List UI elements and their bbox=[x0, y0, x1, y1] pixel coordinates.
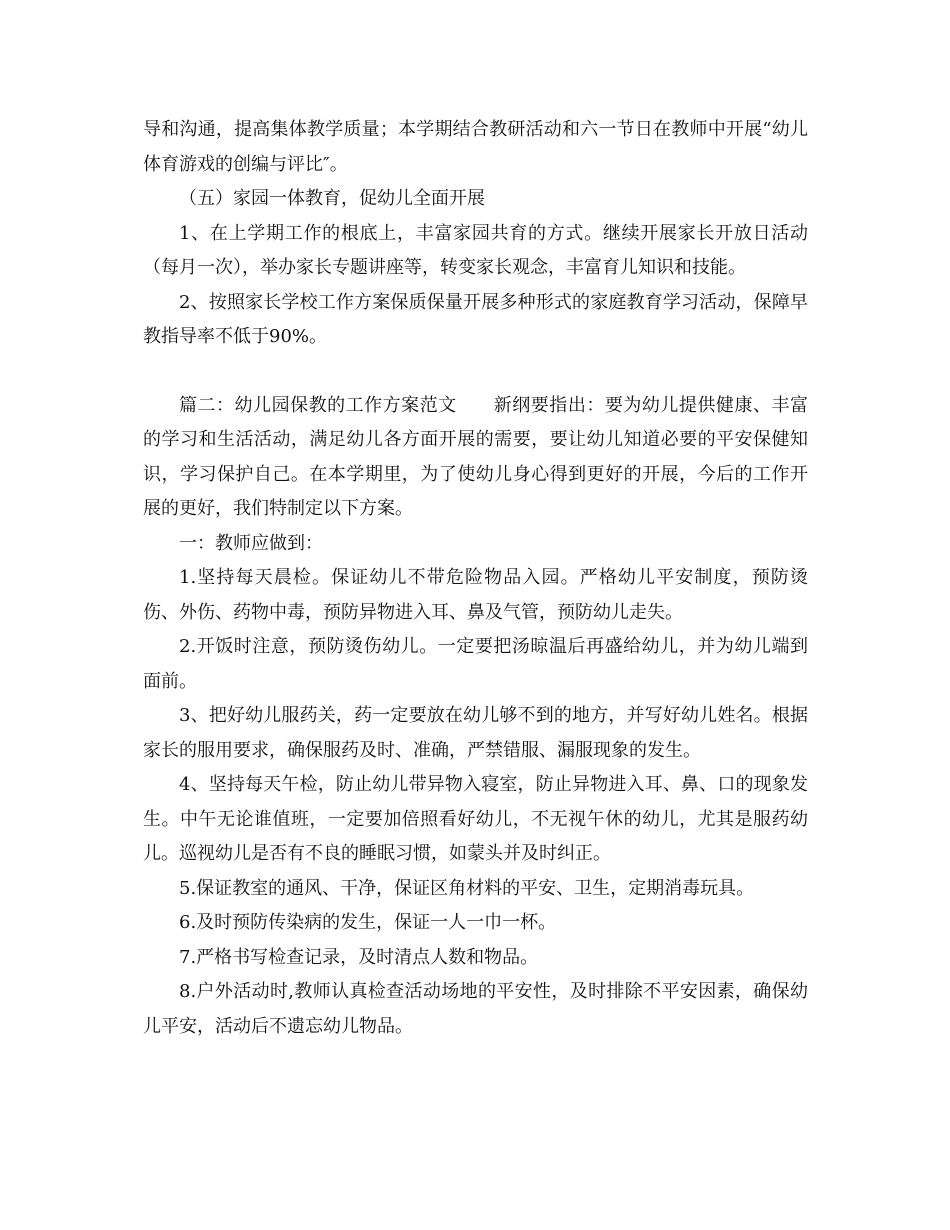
duty-item-3: 3、把好幼儿服药关，药一定要放在幼儿够不到的地方，并写好幼儿姓名。根据家长的服用要求，确保服药及时、准确，严禁错服、漏服现象的发生。 bbox=[143, 705, 808, 761]
paragraph-article-two-intro: 篇二：幼儿园保教的工作方案范文 新纲要指出：要为幼儿提供健康、丰富的学习和生活活动，满足幼儿各方面开展的需要，要让幼儿知道必要的平安保健知识，学习保护自己。在本学期里，为了使幼儿身心得到更好的开展，今后的工作开展的更好，我们特制定以下方案。 bbox=[143, 394, 808, 519]
duty-item-1: 1.坚持每天晨检。保证幼儿不带危险物品入园。严格幼儿平安制度，预防烫伤、外伤、药物中毒，预防异物进入耳、鼻及气管，预防幼儿走失。 bbox=[143, 567, 808, 623]
paragraph-item-1: 1、在上学期工作的根底上，丰富家园共育的方式。继续开展家长开放日活动（每月一次），举办家长专题讲座等，转变家长观念，丰富育儿知识和技能。 bbox=[143, 222, 808, 278]
duty-item-8: 8.户外活动时,教师认真检查活动场地的平安性，及时排除不平安因素，确保幼儿平安，活动后不遗忘幼儿物品。 bbox=[143, 981, 808, 1037]
paragraph-item-2: 2、按照家长学校工作方案保质保量开展多种形式的家庭教育学习活动，保障早教指导率不低于90%。 bbox=[143, 291, 808, 347]
paragraph-continuation: 导和沟通，提高集体教学质量；本学期结合教研活动和六一节日在教师中开展“幼儿体育游戏的创编与评比″。 bbox=[143, 119, 808, 175]
duty-item-4: 4、坚持每天午检，防止幼儿带异物入寝室，防止异物进入耳、鼻、口的现象发生。中午无论谁值班，一定要加倍照看好幼儿，不无视午休的幼儿，尤其是服药幼儿。巡视幼儿是否有不良的睡眠习惯，如蒙头并及时纠正。 bbox=[143, 774, 808, 864]
duty-item-2: 2.开饭时注意，预防烫伤幼儿。一定要把汤晾温后再盛给幼儿，并为幼儿端到面前。 bbox=[143, 636, 808, 692]
duty-item-5: 5.保证教室的通风、干净，保证区角材料的平安、卫生，定期消毒玩具。 bbox=[179, 877, 755, 899]
paragraph-spacer bbox=[143, 355, 808, 389]
document-body bbox=[143, 113, 808, 1044]
duty-item-6: 6.及时预防传染病的发生，保证一人一巾一杯。 bbox=[179, 912, 557, 933]
duty-item-7: 7.严格书写检查记录，及时清点人数和物品。 bbox=[179, 946, 539, 968]
section-heading-home-school: （五）家园一体教育，促幼儿全面开展 bbox=[179, 188, 485, 209]
section-heading-teacher-duties: 一：教师应做到： bbox=[179, 532, 323, 554]
